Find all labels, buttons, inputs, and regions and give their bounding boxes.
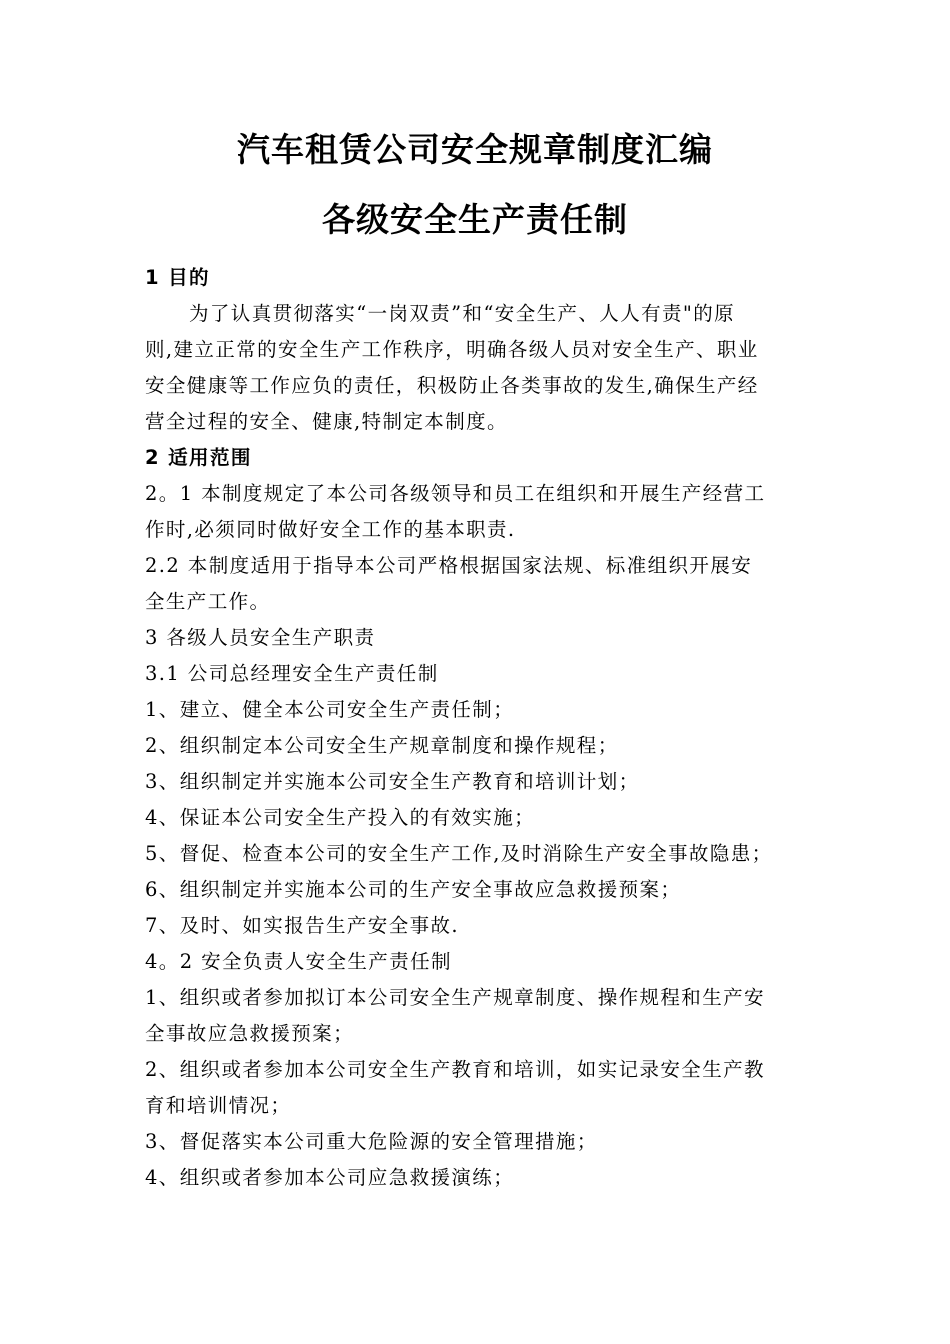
text-line: 6、组织制定并实施本公司的生产安全事故应急救援预案； — [145, 878, 682, 901]
text-line: 则,建立正常的安全生产工作秩序，明确各级人员对安全生产、职业 — [145, 338, 759, 361]
text-line: 2、组织或者参加本公司安全生产教育和培训，如实记录安全生产教 — [145, 1058, 765, 1081]
text-line: 2。1 本制度规定了本公司各级领导和员工在组织和开展生产经营工 — [145, 482, 766, 505]
text-line: 5、督促、检查本公司的安全生产工作,及时消除生产安全事故隐患； — [145, 842, 773, 865]
text-line: 2、组织制定本公司安全生产规章制度和操作规程； — [145, 734, 619, 757]
text-line: 作时,必须同时做好安全工作的基本职责. — [145, 518, 516, 541]
document-subtitle: 各级安全生产责任制 — [322, 200, 628, 239]
section-heading: 2 适用范围 — [145, 446, 252, 469]
text-line: 3.1 公司总经理安全生产责任制 — [145, 662, 439, 685]
text-line: 营全过程的安全、健康,特制定本制度。 — [145, 410, 508, 433]
text-line: 3、督促落实本公司重大危险源的安全管理措施； — [145, 1130, 598, 1153]
text-line: 4、组织或者参加本公司应急救援演练； — [145, 1166, 515, 1189]
text-line: 7、及时、如实报告生产安全事故. — [145, 914, 460, 937]
document-title: 汽车租赁公司安全规章制度汇编 — [237, 130, 713, 169]
text-line: 1、组织或者参加拟订本公司安全生产规章制度、操作规程和生产安 — [145, 986, 765, 1009]
text-line: 2.2 本制度适用于指导本公司严格根据国家法规、标准组织开展安 — [145, 554, 753, 577]
text-line: 全事故应急救援预案； — [145, 1022, 355, 1045]
text-line: 3 各级人员安全生产职责 — [145, 626, 376, 649]
text-line: 安全健康等工作应负的责任，积极防止各类事故的发生,确保生产经 — [145, 374, 759, 397]
text-line: 4、保证本公司安全生产投入的有效实施； — [145, 806, 536, 829]
text-line: 1、建立、健全本公司安全生产责任制； — [145, 698, 515, 721]
section-heading: 1 目的 — [145, 266, 210, 289]
text-line: 3、组织制定并实施本公司安全生产教育和培训计划； — [145, 770, 640, 793]
document-body — [145, 260, 810, 1196]
text-line: 育和培训情况； — [145, 1094, 292, 1117]
text-line: 全生产工作。 — [145, 590, 271, 613]
text-line: 4。2 安全负责人安全生产责任制 — [145, 950, 452, 973]
text-line: 为了认真贯彻落实“一岗双责”和“安全生产、人人有责"的原 — [189, 302, 736, 325]
